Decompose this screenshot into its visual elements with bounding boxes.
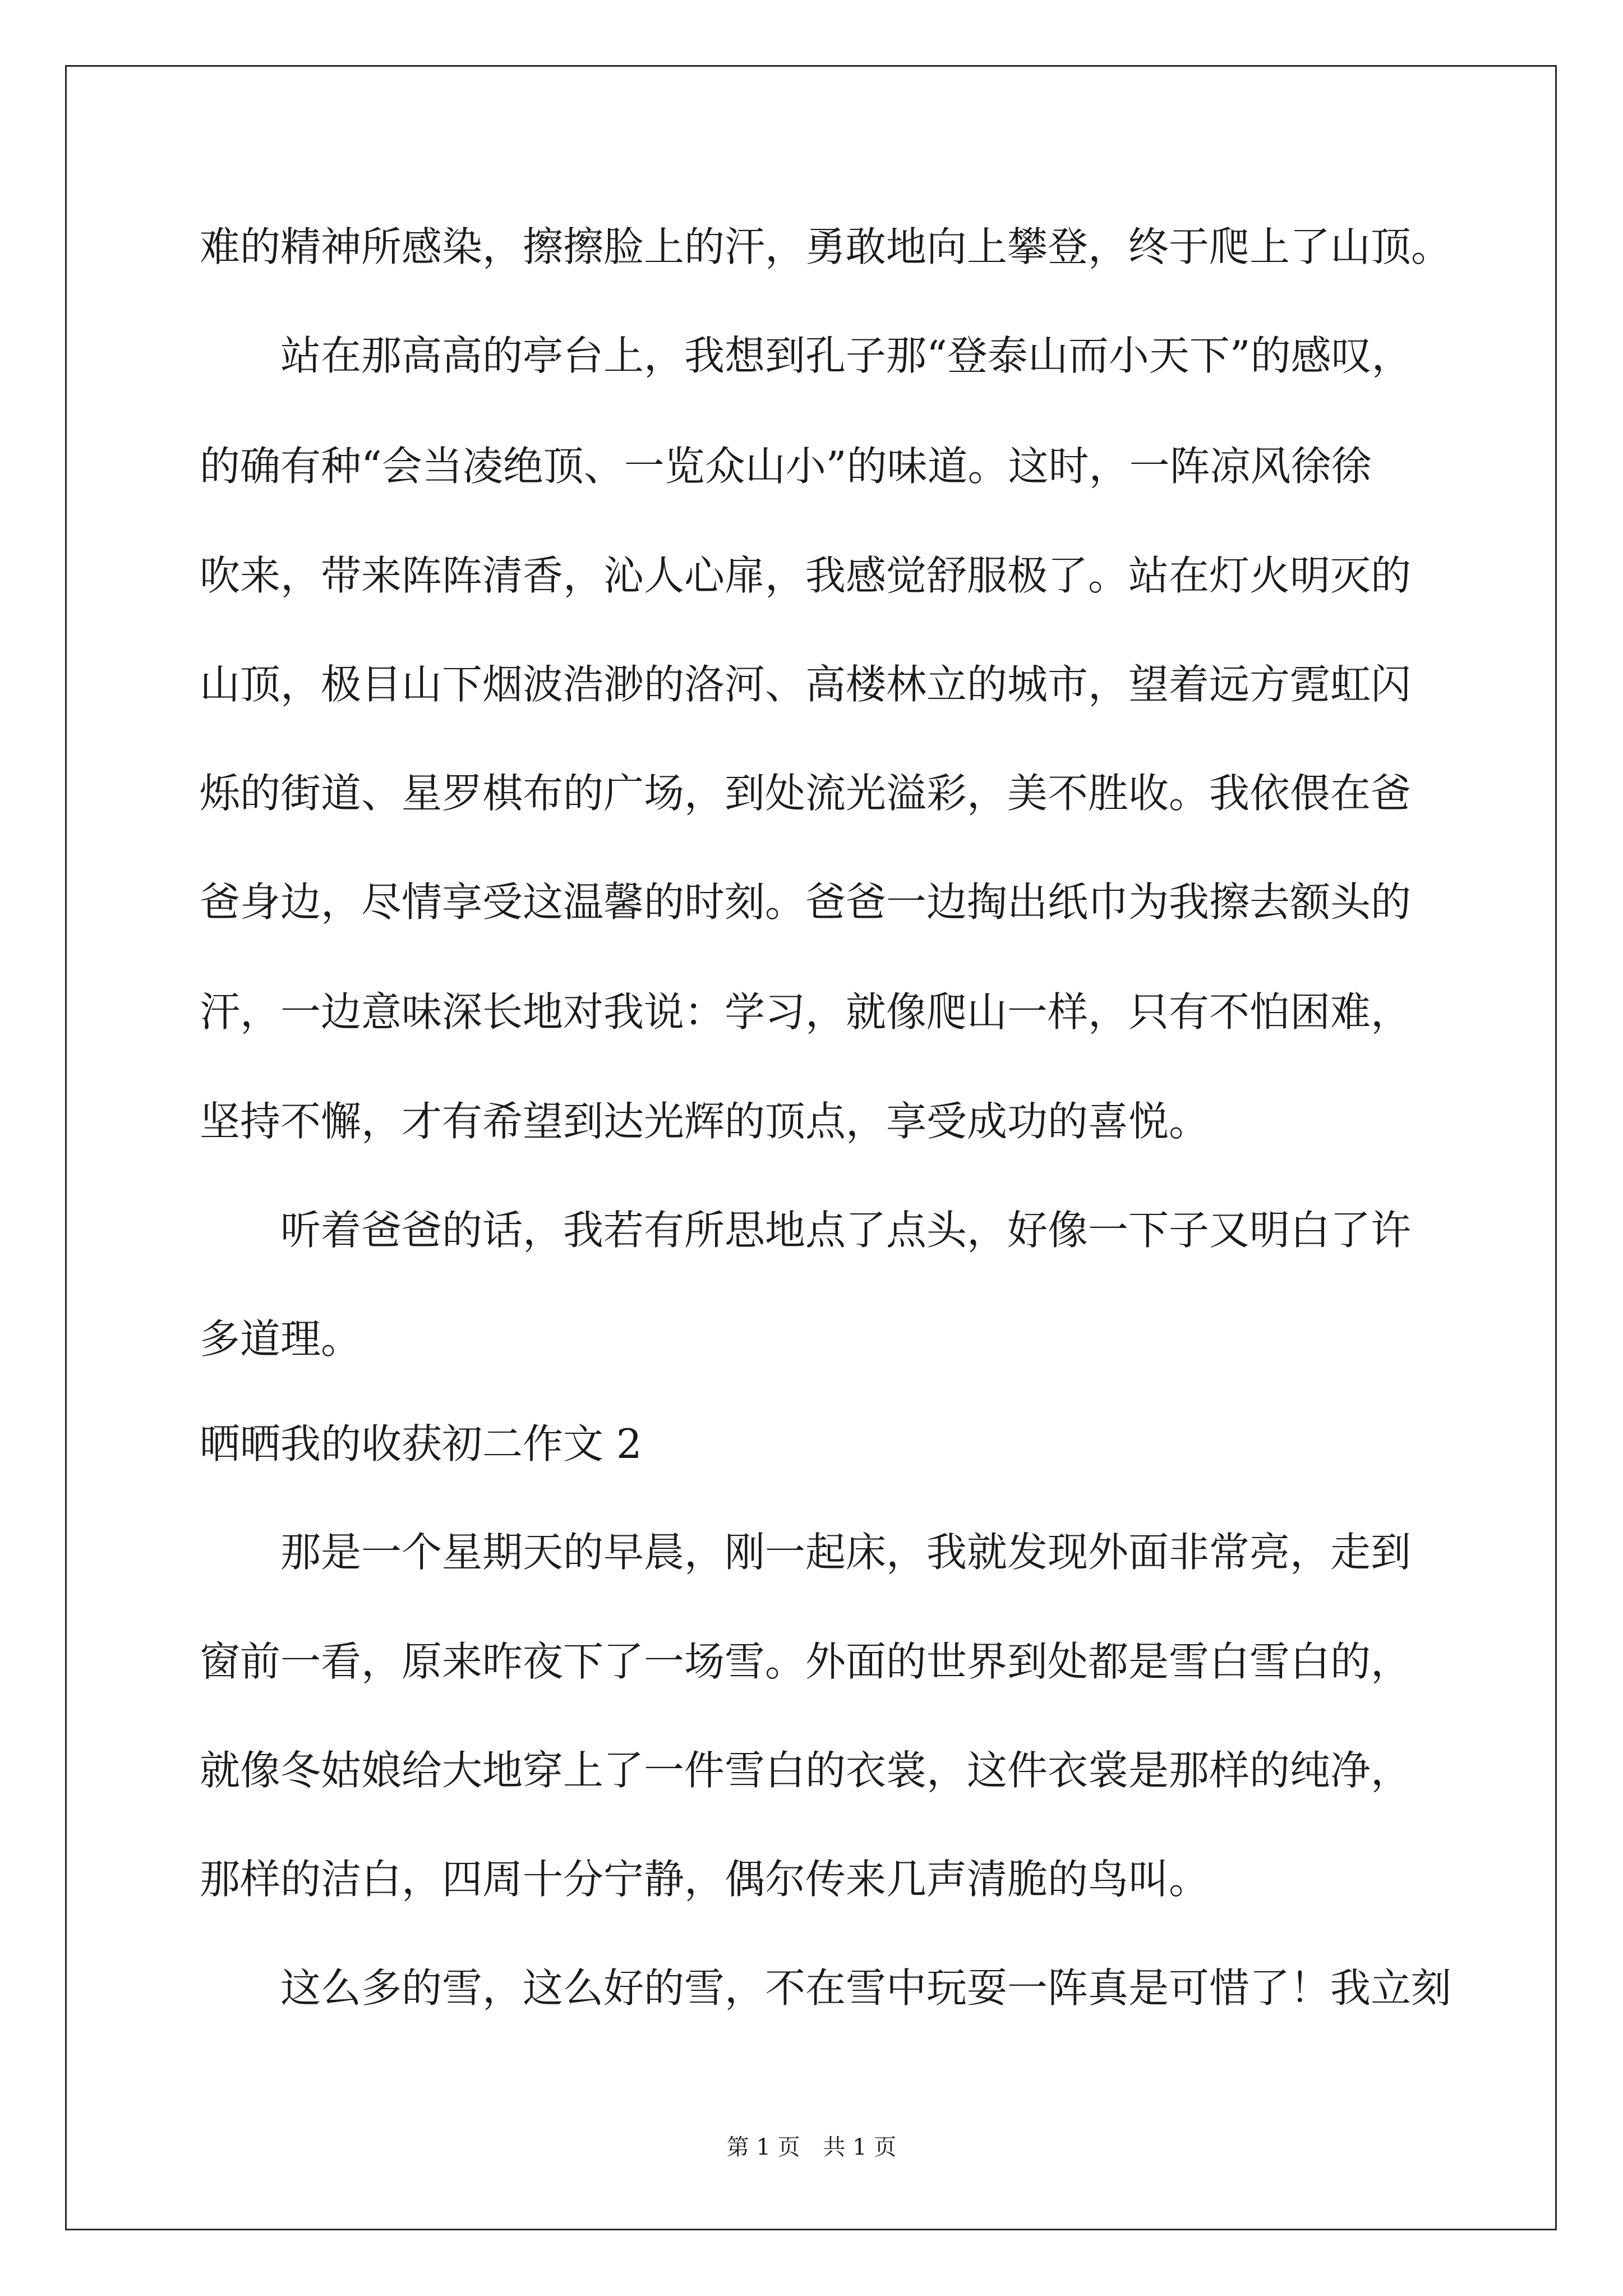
text-line: 窗前一看，原来昨夜下了一场雪。外面的世界到处都是雪白雪白的， — [200, 1638, 1412, 1685]
text-line: 多道理。 — [200, 1315, 362, 1363]
paragraph-start-line: 这么多的雪，这么好的雪，不在雪中玩耍一阵真是可惜了！我立刻 — [280, 1964, 1452, 2012]
text-line: 坚持不懈，才有希望到达光辉的顶点，享受成功的喜悦。 — [200, 1098, 1210, 1145]
page-footer — [0, 2132, 1623, 2163]
paragraph-start-line: 那是一个星期天的早晨，刚一起床，我就发现外面非常亮，走到 — [280, 1529, 1412, 1576]
paragraph-start-line: 听着爸爸的话，我若有所思地点了点头，好像一下子又明白了许 — [280, 1207, 1412, 1254]
paragraph-start-line: 站在那高高的亭台上，我想到孔子那“登泰山而小天下”的感叹， — [280, 332, 1412, 379]
page-total: 共 1 页 — [823, 2134, 897, 2160]
text-line: 山顶，极目山下烟波浩渺的洛河、高楼林立的城市，望着远方霓虹闪 — [200, 661, 1412, 708]
text-line: 吹来，带来阵阵清香，沁人心扉，我感觉舒服极了。站在灯火明灭的 — [200, 552, 1412, 599]
text-line: 那样的洁白，四周十分宁静，偶尔传来几声清脆的鸟叫。 — [200, 1856, 1210, 1903]
text-line: 就像冬姑娘给大地穿上了一件雪白的衣裳，这件衣裳是那样的纯净， — [200, 1747, 1412, 1794]
text-line: 爸身边，尽情享受这温馨的时刻。爸爸一边掏出纸巾为我擦去额头的 — [200, 878, 1412, 926]
text-line: 难的精神所感染，擦擦脸上的汗，勇敢地向上攀登，终于爬上了山顶。 — [200, 223, 1452, 270]
text-line: 烁的街道、星罗棋布的广场，到处流光溢彩，美不胜收。我依偎在爸 — [200, 770, 1412, 817]
text-line: 汗，一边意味深长地对我说：学习，就像爬山一样，只有不怕困难， — [200, 988, 1412, 1036]
section-title: 晒晒我的收获初二作文 2 — [200, 1420, 642, 1467]
text-line: 的确有种“会当凌绝顶、一览众山小”的味道。这时，一阵凉风徐徐 — [200, 443, 1372, 490]
page-number: 第 1 页 — [726, 2134, 800, 2160]
